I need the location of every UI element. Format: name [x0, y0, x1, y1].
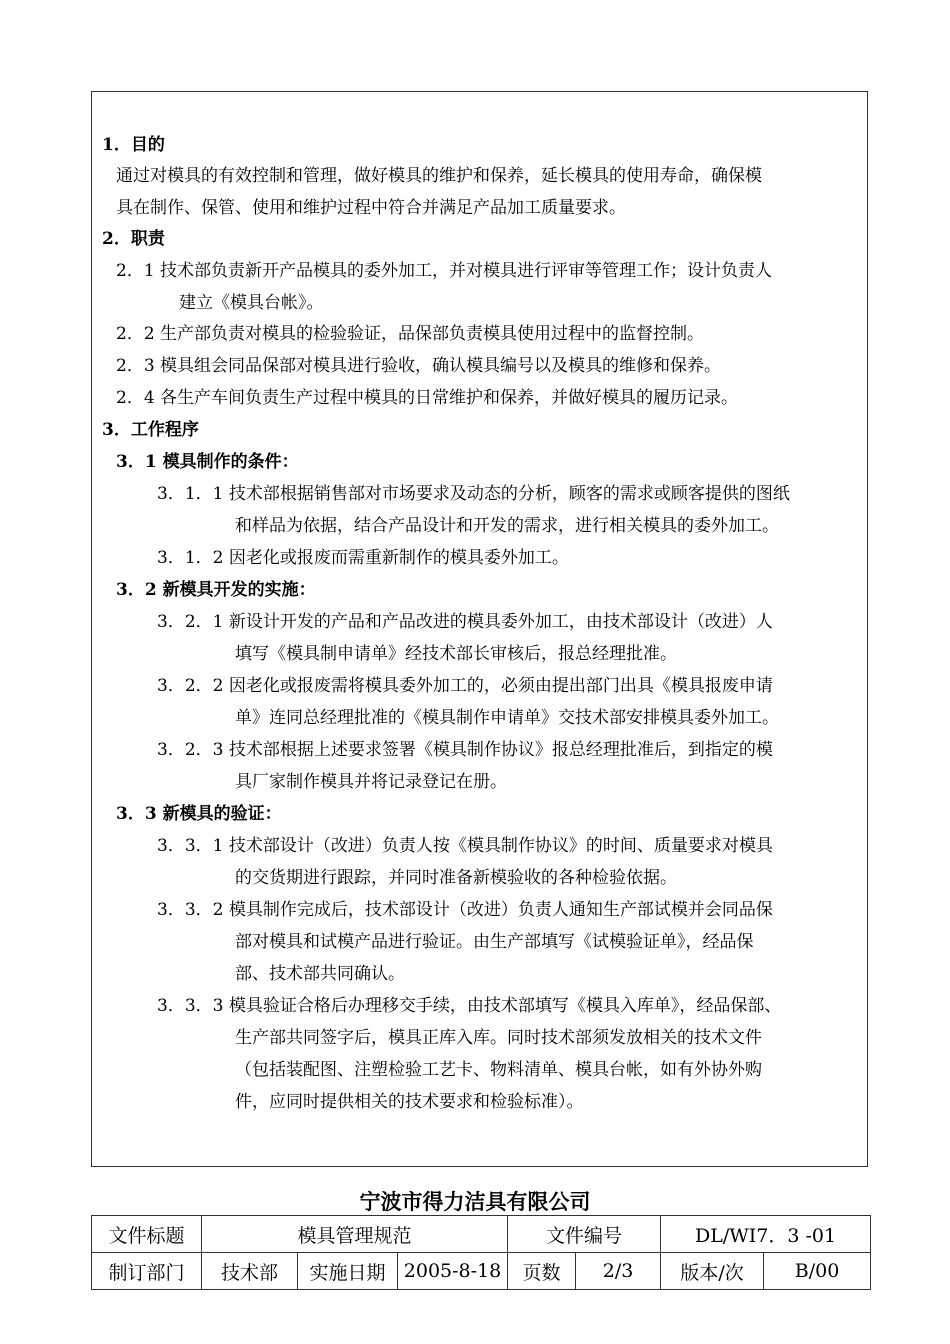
paragraph-line: 具在制作、保管、使用和维护过程中符合并满足产品加工质量要求。 — [116, 198, 626, 218]
paragraph-line: 3．1．1 技术部根据销售部对市场要求及动态的分析，顾客的需求或顾客提供的图纸 — [157, 484, 790, 504]
paragraph-line: 具厂家制作模具并将记录登记在册。 — [235, 772, 507, 792]
pages-value: 2/3 — [576, 1253, 661, 1290]
subsection-heading: 3．3 新模具的验证： — [116, 804, 282, 824]
version-label: 版本/次 — [661, 1253, 764, 1290]
paragraph-line: 填写《模具制申请单》经技术部长审核后，报总经理批准。 — [235, 644, 677, 664]
paragraph-line: 单》连同总经理批准的《模具制作申请单》交技术部安排模具委外加工。 — [235, 708, 779, 728]
paragraph-line: 3．2．2 因老化或报废需将模具委外加工的，必须由提出部门出具《模具报废申请 — [157, 676, 773, 696]
subsection-heading: 3．2 新模具开发的实施： — [116, 580, 316, 600]
paragraph-line: 通过对模具的有效控制和管理，做好模具的维护和保养，延长模具的使用寿命，确保模 — [116, 166, 762, 186]
paragraph-line: 3．2．3 技术部根据上述要求签署《模具制作协议》报总经理批准后，到指定的模 — [157, 740, 773, 760]
docno-value: DL/WI7．3 -01 — [661, 1216, 871, 1253]
title-value: 模具管理规范 — [202, 1216, 508, 1253]
paragraph-line: 建立《模具台帐》。 — [179, 293, 324, 313]
docno-label: 文件编号 — [508, 1216, 661, 1253]
paragraph-line: 3．2．1 新设计开发的产品和产品改进的模具委外加工，由技术部设计（改进）人 — [157, 612, 773, 632]
paragraph-line: 部、技术部共同确认。 — [235, 964, 405, 984]
section-heading-responsibility: 2．职责 — [102, 229, 165, 249]
document-info-table — [91, 1215, 871, 1290]
paragraph-line: 和样品为依据，结合产品设计和开发的需求，进行相关模具的委外加工。 — [235, 516, 779, 536]
paragraph-line: 2．2 生产部负责对模具的检验验证，品保部负责模具使用过程中的监督控制。 — [116, 324, 705, 344]
paragraph-line: 3．1．2 因老化或报废而需重新制作的模具委外加工。 — [157, 548, 569, 568]
version-value: B/00 — [764, 1253, 871, 1290]
paragraph-line: 2．1 技术部负责新开产品模具的委外加工，并对模具进行评审等管理工作；设计负责人 — [116, 261, 773, 281]
paragraph-line: 的交货期进行跟踪，并同时准备新模验收的各种检验依据。 — [235, 868, 677, 888]
subsection-heading: 3．1 模具制作的条件： — [116, 452, 299, 472]
table-row — [92, 1253, 871, 1290]
paragraph-line: 2．4 各生产车间负责生产过程中模具的日常维护和保养，并做好模具的履历记录。 — [116, 388, 739, 408]
paragraph-line: （包括装配图、注塑检验工艺卡、物料清单、模具台帐，如有外协外购 — [235, 1060, 762, 1080]
section-heading-purpose: 1．目的 — [102, 135, 165, 155]
date-label: 实施日期 — [298, 1253, 398, 1290]
paragraph-line: 3．3．1 技术部设计（改进）负责人按《模具制作协议》的时间、质量要求对模具 — [157, 836, 773, 856]
paragraph-line: 3．3．3 模具验证合格后办理移交手续，由技术部填写《模具入库单》，经品保部、 — [157, 996, 782, 1016]
dept-value: 技术部 — [202, 1253, 298, 1290]
pages-label: 页数 — [508, 1253, 576, 1290]
paragraph-line: 2．3 模具组会同品保部对模具进行验收，确认模具编号以及模具的维修和保养。 — [116, 356, 722, 376]
title-label: 文件标题 — [92, 1216, 202, 1253]
dept-label: 制订部门 — [92, 1253, 202, 1290]
document-frame — [91, 91, 868, 1167]
paragraph-line: 生产部共同签字后，模具正库入库。同时技术部须发放相关的技术文件 — [235, 1028, 762, 1048]
paragraph-line: 3．3．2 模具制作完成后，技术部设计（改进）负责人通知生产部试模并会同品保 — [157, 900, 773, 920]
paragraph-line: 件，应同时提供相关的技术要求和检验标准）。 — [235, 1092, 584, 1112]
paragraph-line: 部对模具和试模产品进行验证。由生产部填写《试模验证单》，经品保 — [235, 932, 754, 952]
table-row — [92, 1216, 871, 1253]
section-heading-procedure: 3．工作程序 — [102, 420, 199, 440]
date-value: 2005-8-18 — [398, 1253, 508, 1290]
company-name: 宁波市得力洁具有限公司 — [359, 1189, 591, 1214]
